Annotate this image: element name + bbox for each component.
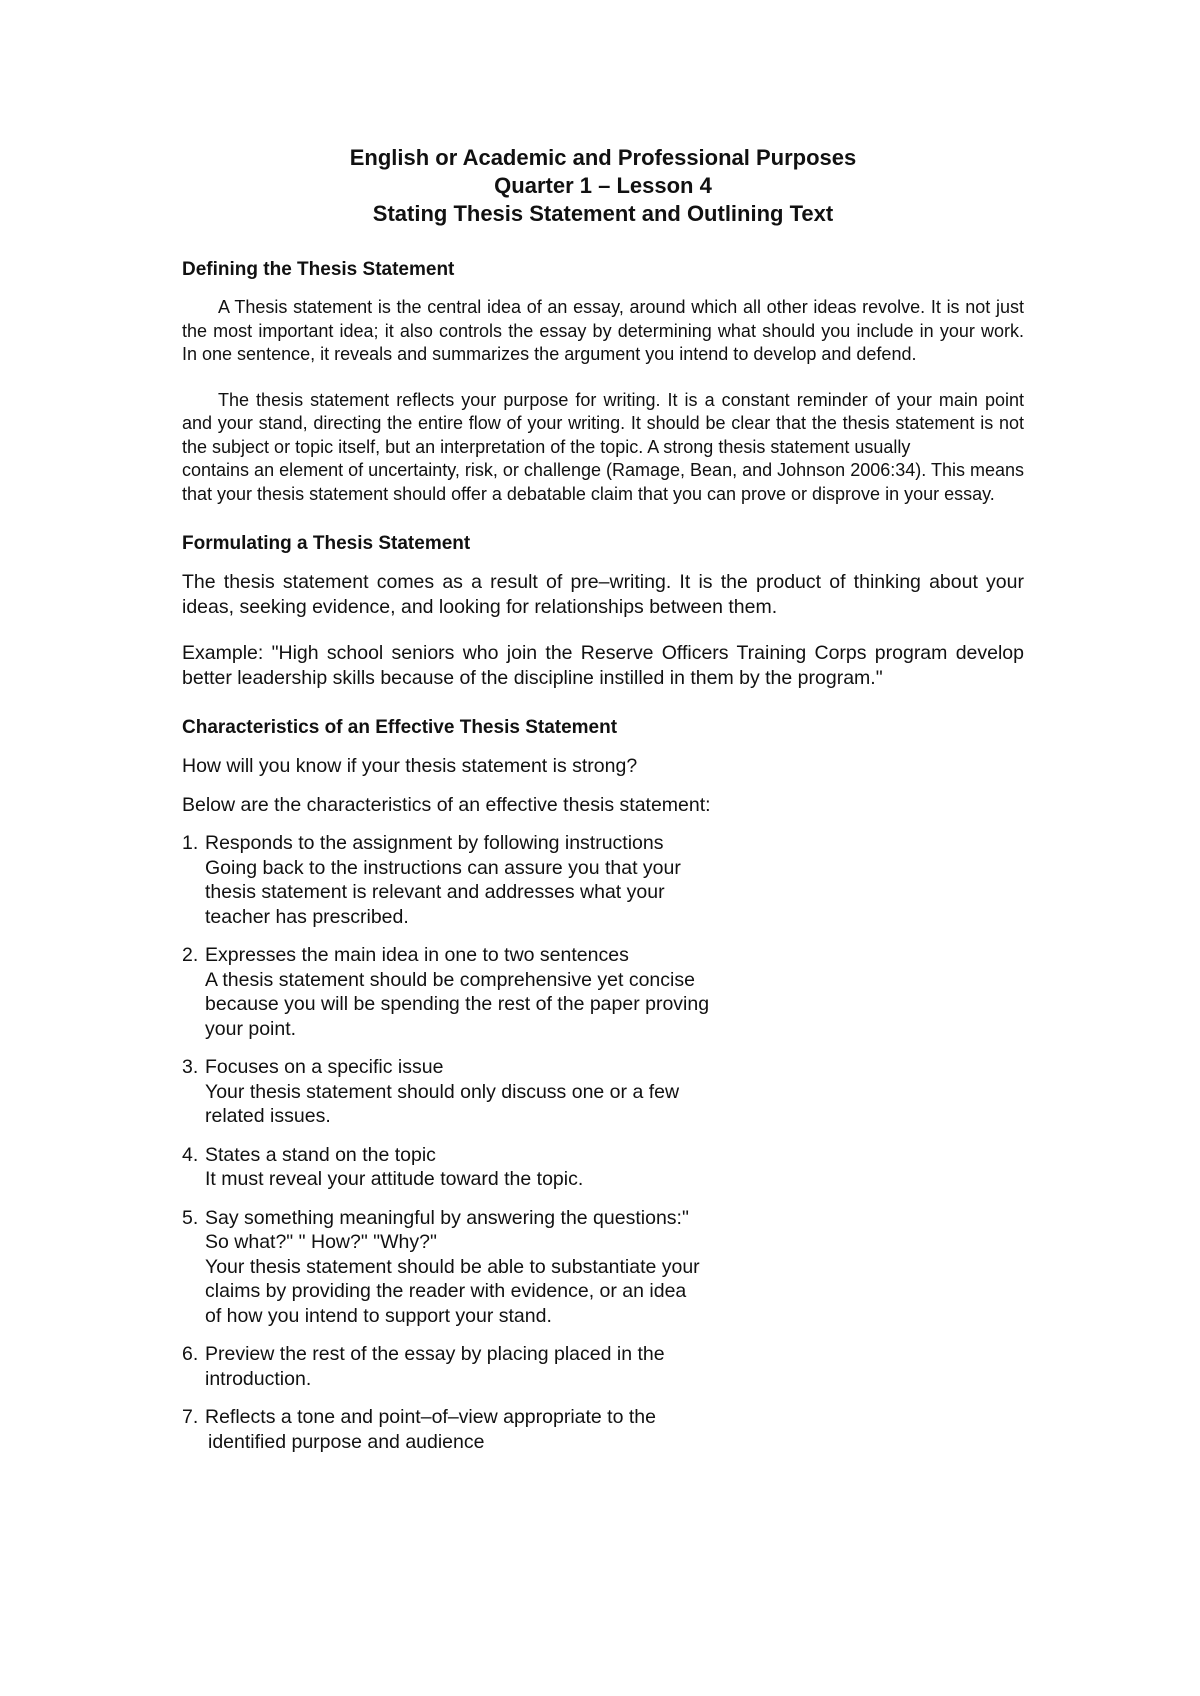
list-item-text: identified purpose and audience <box>208 1430 485 1453</box>
list-item-text: Going back to the instructions can assure you that your <box>205 856 681 879</box>
list-item <box>182 1405 1024 1454</box>
list-item-number: 1. <box>182 832 199 854</box>
list-item <box>182 1342 1024 1391</box>
list-item-title: Say something meaningful by answering the questions:" <box>205 1206 689 1229</box>
document-page <box>182 144 1024 1468</box>
list-item <box>182 1206 1024 1329</box>
list-item-text: related issues. <box>205 1105 331 1127</box>
paragraph-intro: Below are the characteristics of an effective thesis statement: <box>182 793 711 816</box>
paragraph-purpose-continued: contains an element of uncertainty, risk, or challenge (Ramage, Bean, and Johnson 2006:34). This means that your thesis statement should offer a debatable claim that you can prove or disprove in your essay. <box>182 460 1024 504</box>
list-item-title: Expresses the main idea in one to two sentences <box>205 944 629 966</box>
section-heading-defining: Defining the Thesis Statement <box>182 259 455 280</box>
list-item <box>182 1143 1024 1192</box>
paragraph-example: Example: "High school seniors who join the Reserve Officers Training Corps program develop better leadership skills because of the discipline instilled in them by the program." <box>182 642 1024 689</box>
document-title <box>182 144 1024 228</box>
list-item <box>182 943 1024 1041</box>
list-item-text: because you will be spending the rest of the paper proving <box>205 993 710 1015</box>
list-item-text: claims by providing the reader with evidence, or an idea <box>205 1280 687 1302</box>
list-item-number: 4. <box>182 1143 199 1166</box>
list-item-title: Reflects a tone and point–of–view appropriate to the <box>205 1406 656 1428</box>
list-item-text: Your thesis statement should only discuss one or a few <box>205 1080 680 1103</box>
paragraph-definition: A Thesis statement is the central idea of an essay, around which all other ideas revolve. It is not just the most important idea; it also controls the essay by determining what should you include in your work. In one sentence, it reveals and summarizes the argument you intend to develop and defend. <box>182 297 1024 364</box>
list-item-text: Your thesis statement should be able to substantiate your <box>205 1255 700 1278</box>
list-item-title: Responds to the assignment by following instructions <box>205 832 664 854</box>
title-line-2: Quarter 1 – Lesson 4 <box>494 173 712 198</box>
characteristics-list <box>182 831 1024 1454</box>
list-item-number: 7. <box>182 1406 199 1428</box>
list-item-text: teacher has prescribed. <box>205 905 409 928</box>
list-item-text: A thesis statement should be comprehensive yet concise <box>205 968 695 991</box>
list-item-number: 6. <box>182 1343 199 1365</box>
list-item-title: Focuses on a specific issue <box>205 1056 444 1078</box>
title-line-1: English or Academic and Professional Purposes <box>349 145 857 170</box>
list-item-text: thesis statement is relevant and addresses what your <box>205 881 665 903</box>
section-heading-formulating: Formulating a Thesis Statement <box>182 533 471 554</box>
list-item-number: 5. <box>182 1206 199 1229</box>
list-item-text: introduction. <box>205 1367 312 1390</box>
paragraph-question: How will you know if your thesis statement is strong? <box>182 755 638 777</box>
list-item-title: Preview the rest of the essay by placing placed in the <box>205 1343 665 1365</box>
paragraph-prewriting: The thesis statement comes as a result of pre–writing. It is the product of thinking about your ideas, seeking evidence, and looking for relationships between them. <box>182 571 1024 618</box>
list-item <box>182 1055 1024 1129</box>
title-line-3: Stating Thesis Statement and Outlining Text <box>372 201 834 226</box>
paragraph-purpose: The thesis statement reflects your purpose for writing. It is a constant reminder of your main point and your stand, directing the entire flow of your writing. It should be clear that the thesis statement is not the subject or topic itself, but an interpretation of the topic. A strong thesis statement usually <box>182 389 1024 457</box>
list-item-text: your point. <box>205 1017 297 1040</box>
list-item-number: 2. <box>182 944 199 966</box>
list-item-text: of how you intend to support your stand. <box>205 1304 552 1327</box>
list-item-text: So what?" " How?" "Why?" <box>205 1231 437 1253</box>
list-item <box>182 831 1024 929</box>
section-heading-characteristics: Characteristics of an Effective Thesis Statement <box>182 717 618 738</box>
list-item-title: States a stand on the topic <box>205 1143 436 1166</box>
list-item-number: 3. <box>182 1056 199 1078</box>
list-item-text: It must reveal your attitude toward the topic. <box>205 1168 584 1190</box>
